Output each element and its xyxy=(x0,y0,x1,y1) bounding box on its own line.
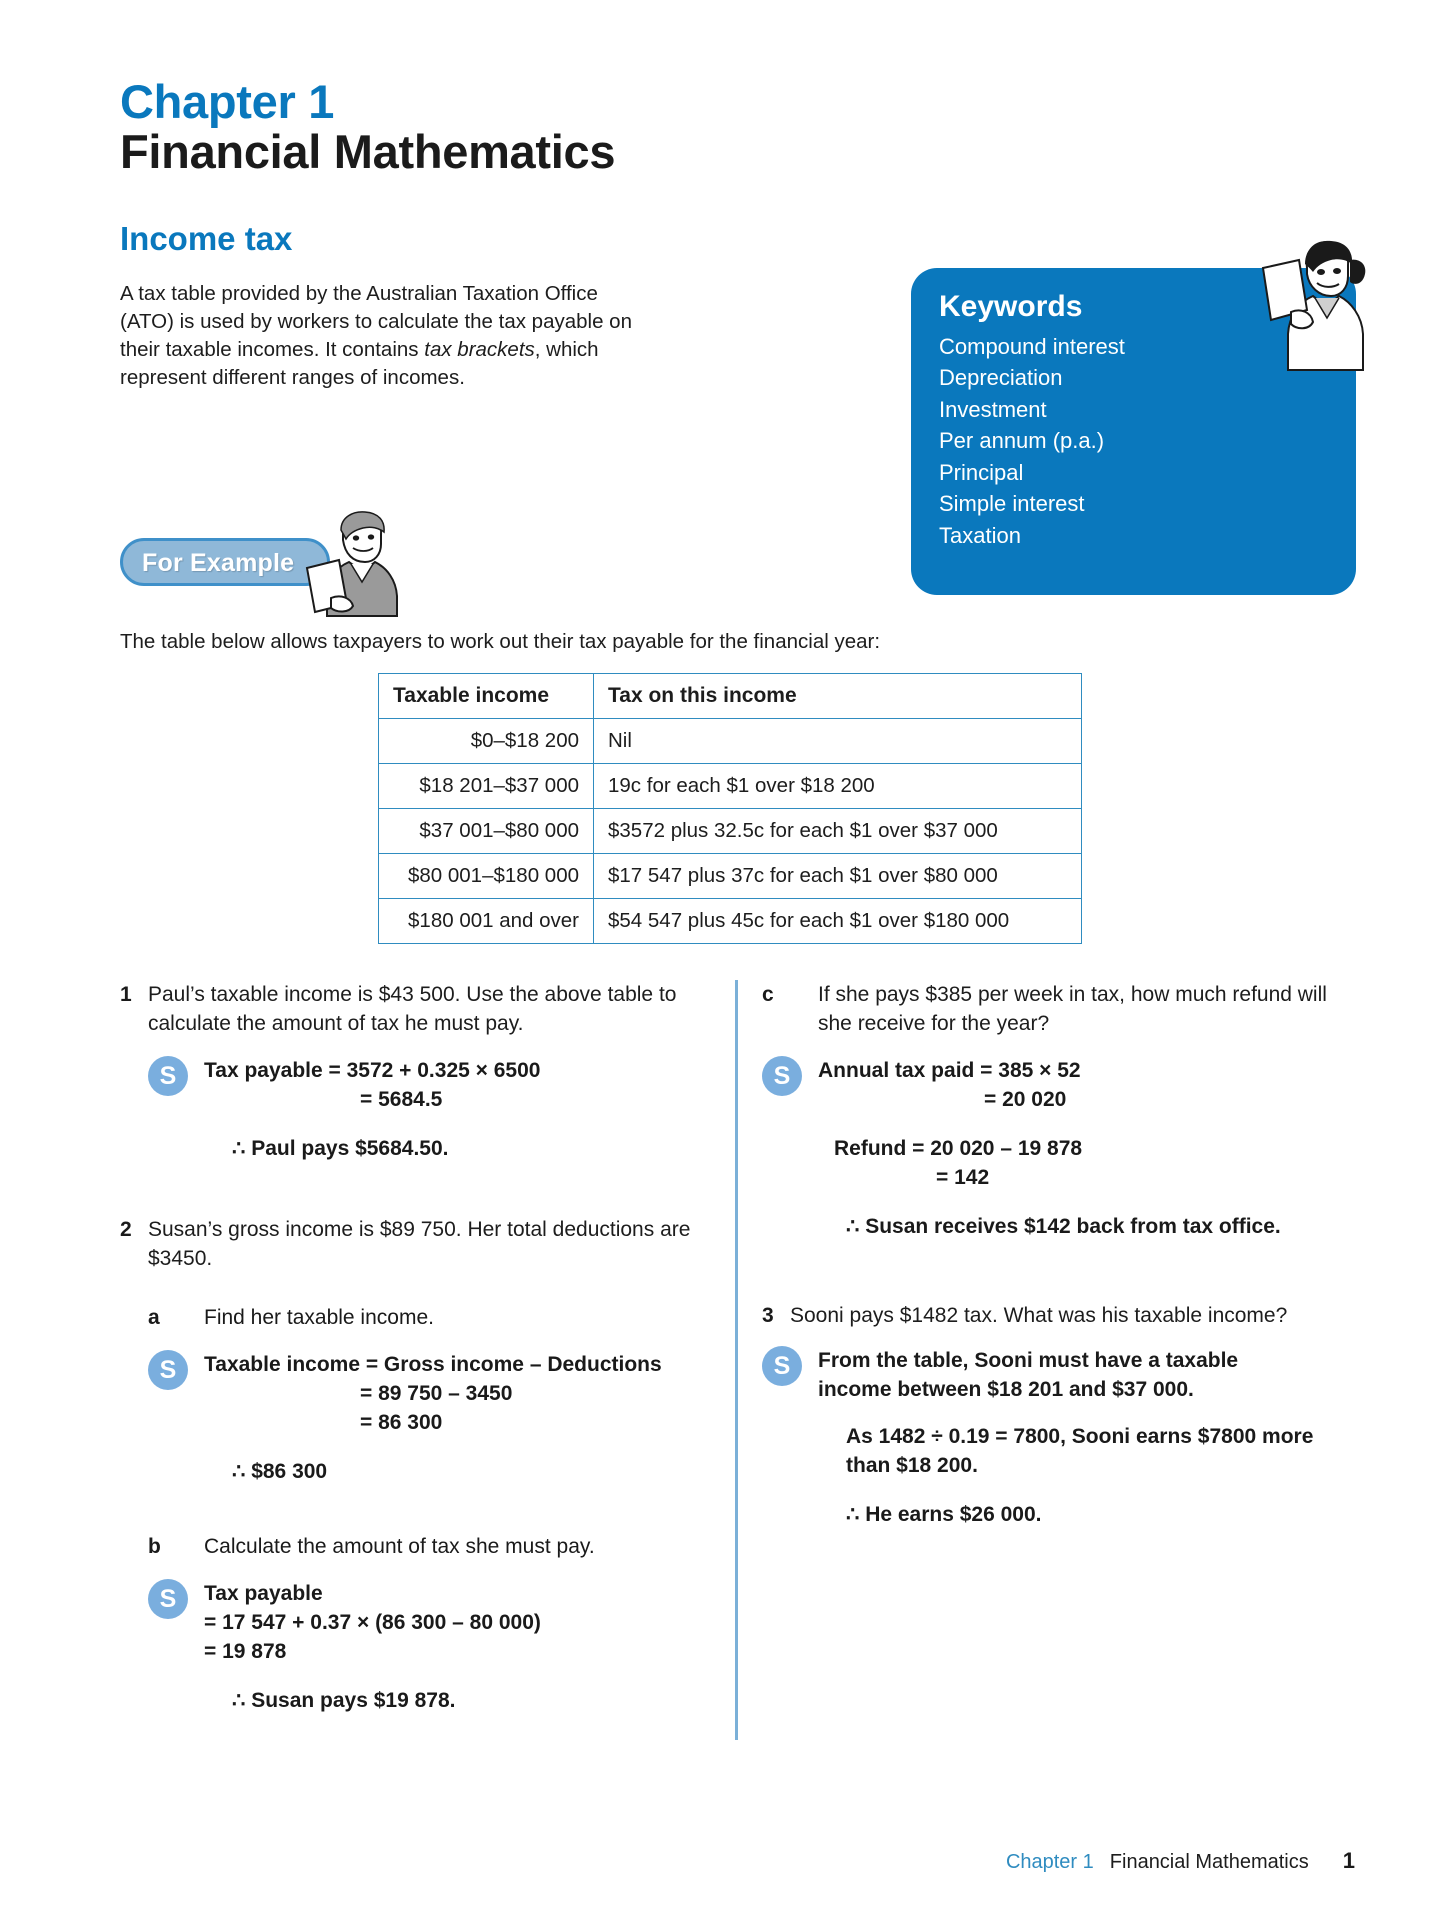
question-2c-conclusion: ∴ Susan receives $142 back from tax office. xyxy=(846,1215,1281,1238)
solution-badge-cell xyxy=(148,1579,204,1619)
question-2-number: 2 xyxy=(120,1218,132,1241)
solution-line: = 89 750 – 3450 xyxy=(360,1382,513,1405)
cell-bracket: $18 201–$37 000 xyxy=(379,764,594,809)
solution-badge-cell xyxy=(148,1350,204,1390)
keywords-title: Keywords xyxy=(939,290,1083,323)
table-row xyxy=(379,854,1082,899)
question-2c-refund-body xyxy=(818,1134,1362,1192)
intro-paragraph xyxy=(120,280,655,392)
question-2c-row xyxy=(762,980,1362,1038)
woman-with-paper-illustration xyxy=(1255,238,1375,373)
question-1-row xyxy=(120,980,710,1038)
question-1-text: Paul’s taxable income is $43 500. Use the above table to calculate the amount of tax he must pay. xyxy=(148,983,677,1035)
question-3-row xyxy=(762,1301,1362,1330)
man-with-paper-illustration xyxy=(305,510,410,618)
solution-badge-icon: S xyxy=(762,1056,802,1096)
keyword-item: Compound interest xyxy=(939,333,1125,359)
question-3 xyxy=(762,1301,1362,1529)
solution-line: = 20 020 xyxy=(984,1088,1067,1111)
question-2c-text: If she pays $385 per week in tax, how much refund will she receive for the year? xyxy=(818,983,1327,1035)
column-header-tax-on-income: Tax on this income xyxy=(594,674,1082,719)
keyword-item: Per annum (p.a.) xyxy=(939,428,1105,453)
section-heading: Income tax xyxy=(120,220,293,257)
question-2a-row xyxy=(120,1303,710,1332)
question-2a-conclusion: ∴ $86 300 xyxy=(232,1460,328,1483)
footer-title: Financial Mathematics xyxy=(1109,1851,1309,1873)
cell-bracket: $180 001 and over xyxy=(379,899,594,944)
cell-tax: $3572 plus 32.5c for each $1 over $37 000 xyxy=(594,809,1082,854)
page-footer xyxy=(120,1848,1355,1874)
table-lead-sentence: The table below allows taxpayers to work out their tax payable for the financial year: xyxy=(120,630,881,653)
solution-line: = 86 300 xyxy=(360,1411,443,1434)
questions-right-column xyxy=(762,980,1362,1555)
question-3-solution-line2: As 1482 ÷ 0.19 = 7800, Sooni earns $7800 more than $18 200. xyxy=(846,1425,1314,1477)
for-example-label: For Example xyxy=(142,549,295,577)
solution-line: From the table, Sooni must have a taxable income between $18 201 and $37 000. xyxy=(818,1349,1239,1401)
question-2c-solution-body xyxy=(818,1056,1081,1114)
question-3-conclusion: ∴ He earns $26 000. xyxy=(846,1503,1042,1526)
footer-chapter: Chapter 1 xyxy=(1005,1851,1094,1873)
question-2b-row xyxy=(120,1532,710,1561)
question-2c xyxy=(762,980,1362,1241)
solution-line: = 142 xyxy=(936,1166,990,1189)
solution-badge-icon: S xyxy=(148,1056,188,1096)
keyword-item: Investment xyxy=(939,396,1047,422)
question-2 xyxy=(120,1215,710,1715)
question-2c-solution xyxy=(762,1056,1362,1114)
column-header-taxable-income: Taxable income xyxy=(379,674,594,719)
question-1-solution-body xyxy=(204,1056,540,1114)
solution-line: Taxable income = Gross income – Deductions xyxy=(204,1353,662,1376)
cell-tax: $54 547 plus 45c for each $1 over $180 000 xyxy=(594,899,1082,944)
solution-line: = 19 878 xyxy=(204,1640,287,1663)
question-2a-letter: a xyxy=(148,1306,160,1329)
keyword-item: Principal xyxy=(939,459,1024,485)
question-1-solution xyxy=(120,1056,710,1114)
column-divider xyxy=(735,980,738,1740)
table-row xyxy=(379,899,1082,944)
cell-tax: $17 547 plus 37c for each $1 over $80 000 xyxy=(594,854,1082,899)
question-2-text: Susan’s gross income is $89 750. Her total deductions are $3450. xyxy=(148,1218,691,1270)
solution-badge-cell xyxy=(148,1056,204,1096)
solution-badge-cell xyxy=(762,1056,818,1096)
question-2a-text: Find her taxable income. xyxy=(204,1306,434,1329)
cell-bracket: $0–$18 200 xyxy=(379,719,594,764)
footer-page-number: 1 xyxy=(1342,1848,1355,1873)
solution-badge-icon: S xyxy=(148,1579,188,1619)
table-header-row xyxy=(379,674,1082,719)
cell-bracket: $37 001–$80 000 xyxy=(379,809,594,854)
intro-text-after: , which represent different ranges of incomes. xyxy=(120,338,599,389)
question-2a-solution xyxy=(120,1350,710,1437)
table-row xyxy=(379,764,1082,809)
solution-line: Tax payable xyxy=(204,1582,323,1605)
table-row xyxy=(379,719,1082,764)
question-1-conclusion: ∴ Paul pays $5684.50. xyxy=(232,1137,449,1160)
solution-line: Refund = 20 020 – 19 878 xyxy=(834,1137,1083,1160)
solution-badge-icon: S xyxy=(148,1350,188,1390)
chapter-title: Financial Mathematics xyxy=(120,125,616,178)
questions-left-column xyxy=(120,980,710,1741)
keyword-item: Simple interest xyxy=(939,491,1085,516)
solution-line: = 5684.5 xyxy=(360,1088,443,1111)
tax-table xyxy=(378,673,1082,944)
question-2a-solution-body xyxy=(204,1350,662,1437)
question-2c-letter: c xyxy=(762,983,774,1006)
question-2b-solution xyxy=(120,1579,710,1666)
keyword-item: Depreciation xyxy=(939,365,1063,390)
keyword-item: Taxation xyxy=(939,522,1021,548)
table-row xyxy=(379,809,1082,854)
question-3-text: Sooni pays $1482 tax. What was his taxable income? xyxy=(790,1304,1288,1327)
question-1 xyxy=(120,980,710,1163)
solution-line: Tax payable = 3572 + 0.325 × 6500 xyxy=(204,1059,541,1082)
cell-bracket: $80 001–$180 000 xyxy=(379,854,594,899)
cell-tax: Nil xyxy=(594,719,1082,764)
question-2b-solution-body xyxy=(204,1579,541,1666)
question-3-number: 3 xyxy=(762,1304,774,1327)
solution-line: = 17 547 + 0.37 × (86 300 – 80 000) xyxy=(204,1611,541,1634)
chapter-label: Chapter 1 xyxy=(120,75,335,128)
for-example-badge xyxy=(120,528,420,598)
question-2b-conclusion: ∴ Susan pays $19 878. xyxy=(232,1689,456,1712)
solution-badge-icon: S xyxy=(762,1346,802,1386)
question-2b-text: Calculate the amount of tax she must pay. xyxy=(204,1535,595,1558)
question-1-number: 1 xyxy=(120,983,132,1006)
question-2b-letter: b xyxy=(148,1535,161,1558)
intro-text-italic: tax brackets xyxy=(424,338,535,361)
question-3-solution xyxy=(762,1346,1362,1404)
intro-text-before: A tax table provided by the Australian Taxation Office (ATO) is used by workers to calculate the tax payable on their taxable incomes. It contains xyxy=(120,282,632,361)
solution-badge-cell xyxy=(762,1346,818,1386)
question-3-solution-body xyxy=(818,1346,1288,1404)
question-2-row xyxy=(120,1215,710,1273)
cell-tax: 19c for each $1 over $18 200 xyxy=(594,764,1082,809)
solution-line: Annual tax paid = 385 × 52 xyxy=(818,1059,1081,1082)
